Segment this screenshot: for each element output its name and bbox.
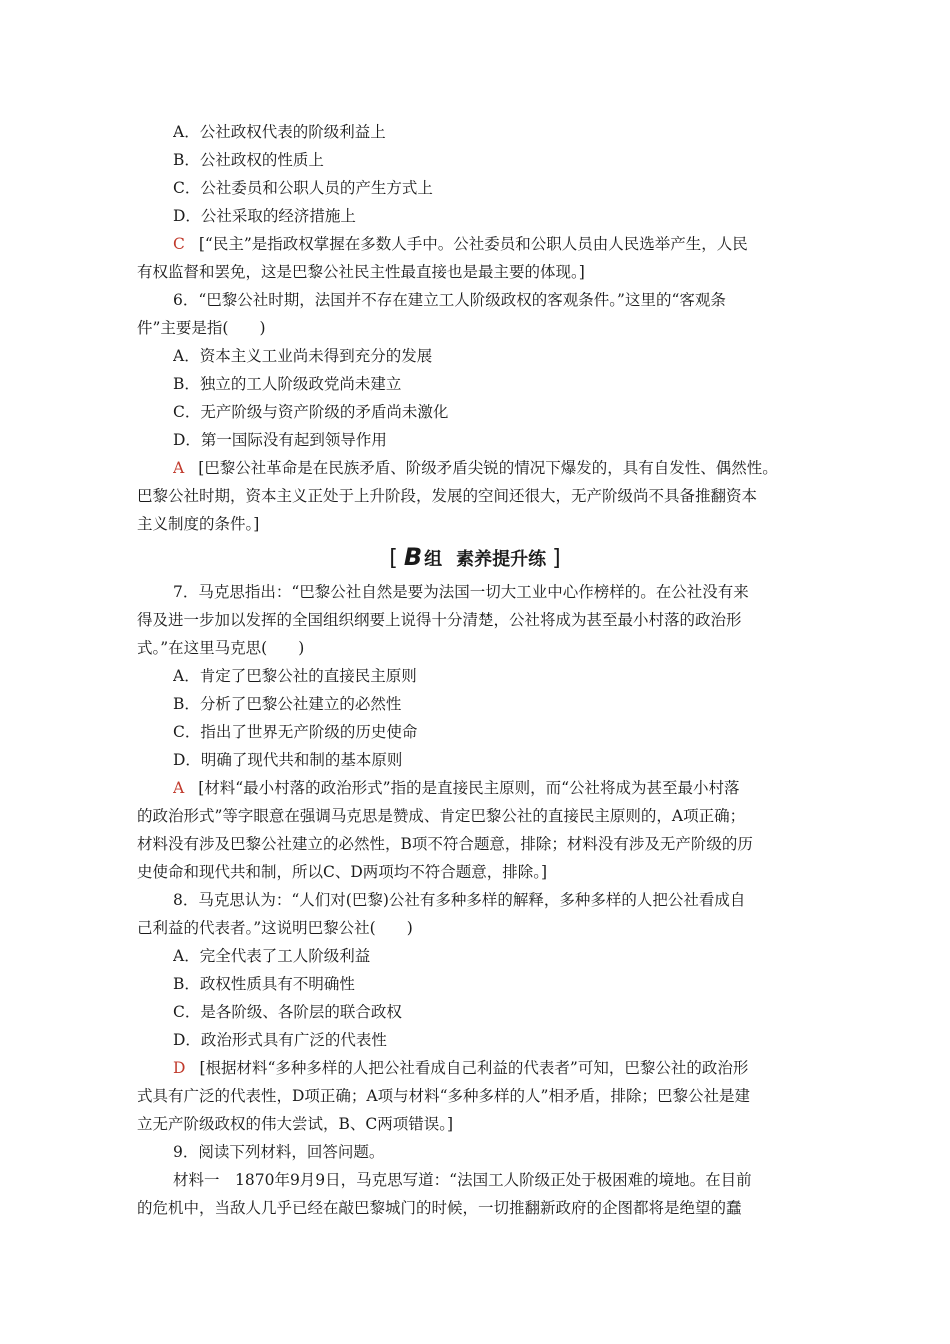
q7-option-a: A．肯定了巴黎公社的直接民主原则 [173, 667, 417, 685]
q7-stem-line-1: 7．马克思指出：“巴黎公社自然是要为法国一切大工业中心作榜样的。在公社没有来 [173, 583, 749, 601]
section-heading [0, 539, 950, 578]
heading-bracket-right: ] [552, 546, 561, 571]
q8-stem-line-1: 8．马克思认为：“人们对(巴黎)公社有多种多样的解释，多种多样的人把公社看成自 [173, 891, 746, 909]
q9-material-line-1: 材料一 1870年9月9日，马克思写道：“法国工人阶级正处于极困难的境地。在目前 [173, 1171, 752, 1189]
q7-stem-line-3: 式。”在这里马克思( ) [137, 639, 305, 657]
q7-answer: A [173, 779, 185, 797]
q6-answer: A [173, 459, 185, 477]
heading-group-label: 组 [424, 549, 443, 570]
q8-option-d: D．政治形式具有广泛的代表性 [173, 1031, 387, 1049]
q6-option-b: B．独立的工人阶级政党尚未建立 [173, 375, 402, 393]
q7-explanation-line-3: 材料没有涉及巴黎公社建立的必然性，B项不符合题意，排除；材料没有涉及无产阶级的历 [137, 835, 753, 853]
q8-stem-line-2: 己利益的代表者。”这说明巴黎公社( ) [137, 919, 413, 937]
q7-option-d: D．明确了现代共和制的基本原则 [173, 751, 403, 769]
q6-option-c: C．无产阶级与资产阶级的矛盾尚未激化 [173, 403, 449, 421]
q8-option-a: A．完全代表了工人阶级利益 [173, 947, 371, 965]
q6-stem-line-2: 件”主要是指( ) [137, 319, 266, 337]
q5-option-c: C．公社委员和公职人员的产生方式上 [173, 179, 433, 197]
q7-option-b: B．分析了巴黎公社建立的必然性 [173, 695, 402, 713]
q6-stem-line-1: 6．“巴黎公社时期，法国并不存在建立工人阶级政权的客观条件。”这里的“客观条 [173, 291, 726, 309]
heading-bracket-left: [ [389, 546, 398, 571]
q8-explanation-line-2: 式具有广泛的代表性，D项正确；A项与材料“多种多样的人”相矛盾，排除；巴黎公社是建 [137, 1087, 750, 1105]
q8-option-c: C．是各阶级、各阶层的联合政权 [173, 1003, 402, 1021]
q5-explanation-line-1: C [“民主”是指政权掌握在多数人手中。公社委员和公职人员由人民选举产生，人民 [173, 235, 748, 253]
q6-explanation-line-1: A [巴黎公社革命是在民族矛盾、阶级矛盾尖锐的情况下爆发的，具有自发性、偶然性。 [173, 459, 778, 477]
q6-option-d: D．第一国际没有起到领导作用 [173, 431, 387, 449]
q7-option-c: C．指出了世界无产阶级的历史使命 [173, 723, 418, 741]
q5-option-a: A．公社政权代表的阶级利益上 [173, 123, 386, 141]
q8-option-b: B．政权性质具有不明确性 [173, 975, 355, 993]
q8-explanation-line-3: 立无产阶级政权的伟大尝试，B、C两项错误。] [137, 1115, 454, 1133]
heading-group-letter: B [403, 543, 423, 571]
q7-explanation-line-4: 史使命和现代共和制，所以C、D两项均不符合题意，排除。] [137, 863, 548, 881]
q7-explanation-line-1: A [材料“最小村落的政治形式”指的是直接民主原则，而“公社将成为甚至最小村落 [173, 779, 740, 797]
q7-stem-line-2: 得及进一步加以发挥的全国组织纲要上说得十分清楚，公社将成为甚至最小村落的政治形 [137, 611, 742, 629]
q8-explanation-line-1: D [根据材料“多种多样的人把公社看成自己利益的代表者”可知，巴黎公社的政治形 [173, 1059, 749, 1077]
q6-explanation-line-3: 主义制度的条件。] [137, 515, 260, 533]
q5-option-d: D．公社采取的经济措施上 [173, 207, 356, 225]
q7-explanation-line-2: 的政治形式”等字眼意在强调马克思是赞成、肯定巴黎公社的直接民主原则的，A项正确； [137, 807, 746, 825]
q5-option-b: B．公社政权的性质上 [173, 151, 324, 169]
q6-explanation-line-2: 巴黎公社时期，资本主义正处于上升阶段，发展的空间还很大，无产阶级尚不具备推翻资本 [137, 487, 758, 505]
q9-stem: 9．阅读下列材料，回答问题。 [173, 1143, 385, 1161]
q5-explanation-line-2: 有权监督和罢免，这是巴黎公社民主性最直接也是最主要的体现。] [137, 263, 585, 281]
heading-title: 素养提升练 [456, 549, 547, 570]
q6-option-a: A．资本主义工业尚未得到充分的发展 [173, 347, 433, 365]
q9-material-line-2: 的危机中，当敌人几乎已经在敲巴黎城门的时候，一切推翻新政府的企图都将是绝望的蠢 [137, 1199, 742, 1217]
q8-answer: D [173, 1059, 186, 1077]
q5-answer: C [173, 235, 185, 253]
